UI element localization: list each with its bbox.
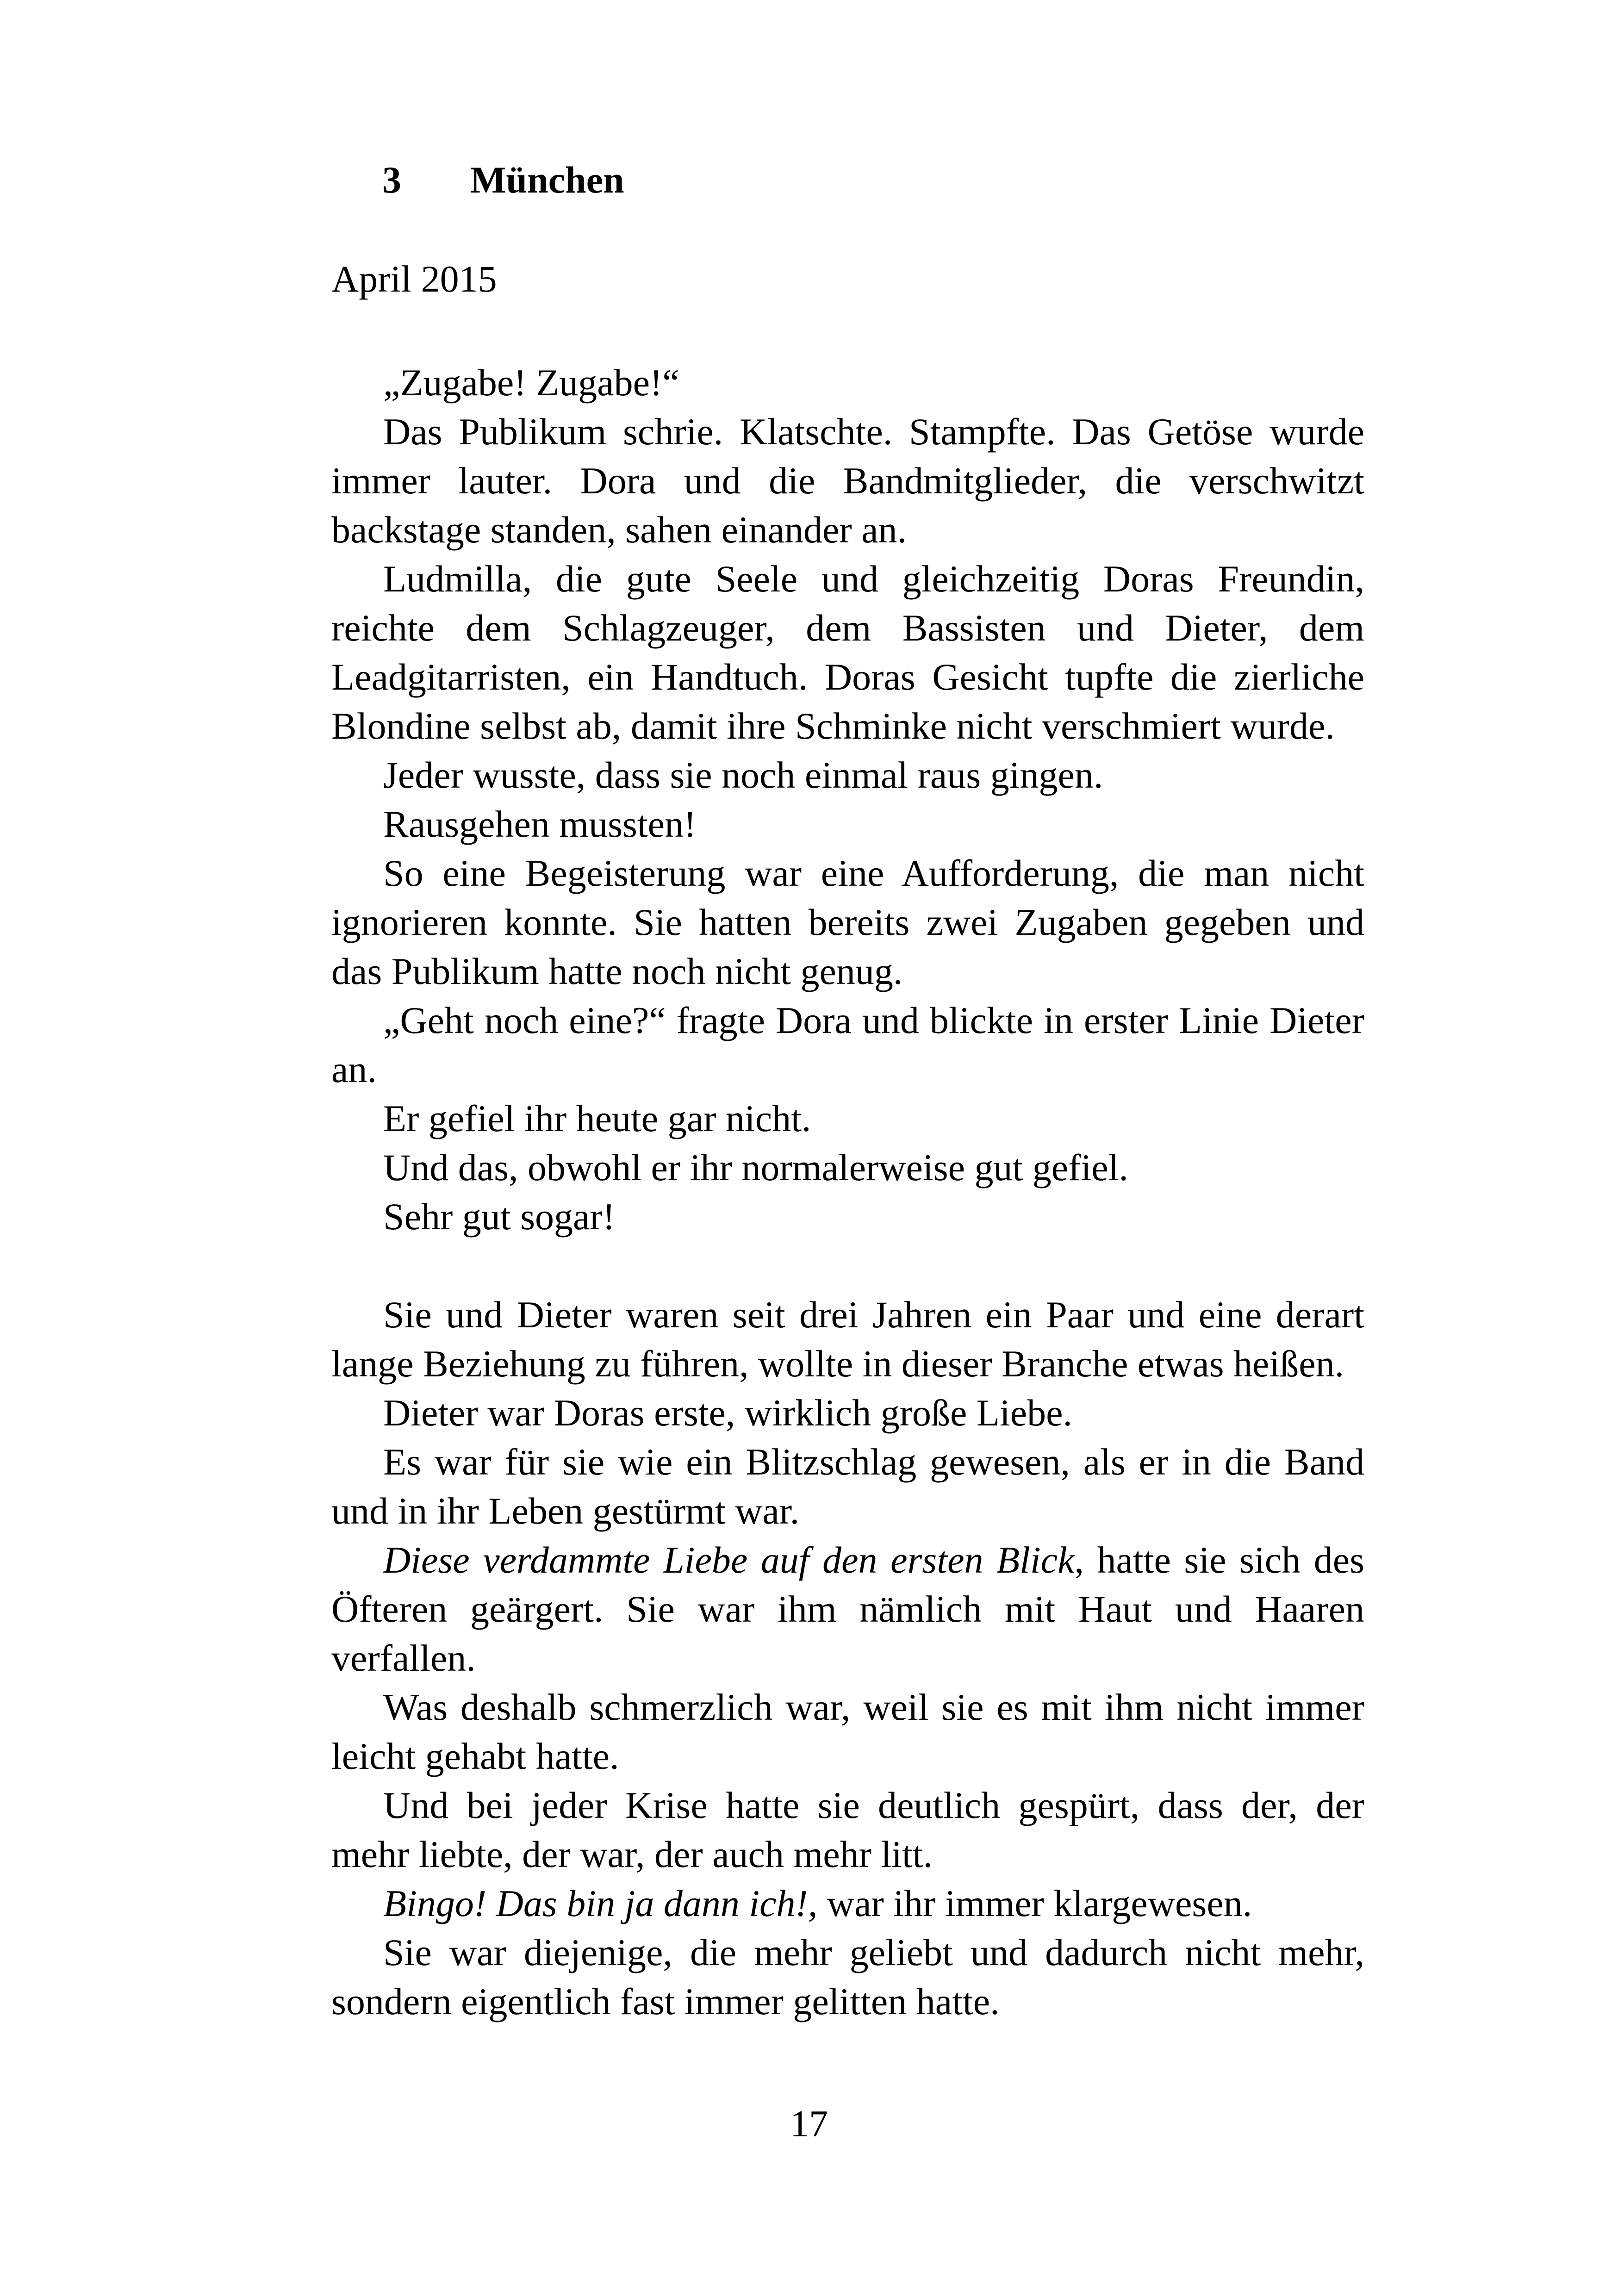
paragraph: Und bei jeder Krise hatte sie deutlich gespürt, dass der, der mehr liebte, der war, der auch mehr litt.: [331, 1784, 1364, 1875]
chapter-title: München: [470, 159, 624, 201]
paragraph: Ludmilla, die gute Seele und gleichzeitig Doras Freundin, reichte dem Schlagzeuger, dem Bassisten und Dieter, dem Leadgitarristen, ein Handtuch. Doras Gesicht tupfte die zierliche Blondine selbst ab, damit ihre Schminke nicht verschmiert wurde.: [331, 558, 1364, 747]
paragraph: Sie und Dieter waren seit drei Jahren ein Paar und eine derart lange Beziehung zu führen, wollte in dieser Branche etwas heißen.: [331, 1294, 1364, 1385]
paragraph: „Zugabe! Zugabe!“: [383, 361, 679, 404]
page-number: 17: [790, 2103, 828, 2145]
paragraph: Jeder wusste, dass sie noch einmal raus gingen.: [383, 754, 1103, 796]
paragraph: Das Publikum schrie. Klatschte. Stampfte. Das Getöse wurde immer lauter. Dora und die Bandmitglieder, die verschwitzt backstage standen, sahen einander an.: [331, 411, 1364, 551]
paragraph: [331, 1879, 1364, 1928]
paragraph: Sie war diejenige, die mehr geliebt und dadurch nicht mehr, sondern eigentlich fast immer gelitten hatte.: [331, 1931, 1364, 2022]
paragraph-rest: , hatte sie sich des Öfteren geärgert. Sie war ihm nämlich mit Haut und Haaren verfallen.: [331, 1539, 1365, 1679]
paragraph: Sehr gut sogar!: [383, 1195, 616, 1238]
section-break: [331, 1241, 1364, 1290]
paragraph: [331, 1536, 1364, 1683]
paragraph: Es war für sie wie ein Blitzschlag gewesen, als er in die Band und in ihr Leben gestürmt war.: [331, 1441, 1364, 1532]
paragraph: „Geht noch eine?“ fragte Dora und blickte in erster Linie Dieter an.: [331, 999, 1364, 1090]
paragraph: Dieter war Doras erste, wirklich große Liebe.: [383, 1392, 1073, 1434]
chapter-number: 3: [382, 159, 401, 201]
chapter-heading: [382, 161, 624, 199]
italic-phrase: Bingo! Das bin ja dann ich!,: [383, 1882, 818, 1924]
paragraph: Rausgehen mussten!: [383, 803, 697, 845]
section-date: April 2015: [331, 258, 497, 300]
italic-phrase: Diese verdammte Liebe auf den ersten Blick: [383, 1539, 1075, 1581]
paragraph: Er gefiel ihr heute gar nicht.: [383, 1097, 811, 1139]
paragraph: Was deshalb schmerzlich war, weil sie es mit ihm nicht immer leicht gehabt hatte.: [331, 1686, 1364, 1777]
body-text: [331, 358, 1364, 2026]
paragraph-rest: war ihr immer klargewesen.: [817, 1882, 1252, 1924]
paragraph: Und das, obwohl er ihr normalerweise gut gefiel.: [383, 1146, 1128, 1188]
paragraph: So eine Begeisterung war eine Aufforderung, die man nicht ignorieren konnte. Sie hatten bereits zwei Zugaben gegeben und das Publikum hatte noch nicht genug.: [331, 852, 1364, 992]
